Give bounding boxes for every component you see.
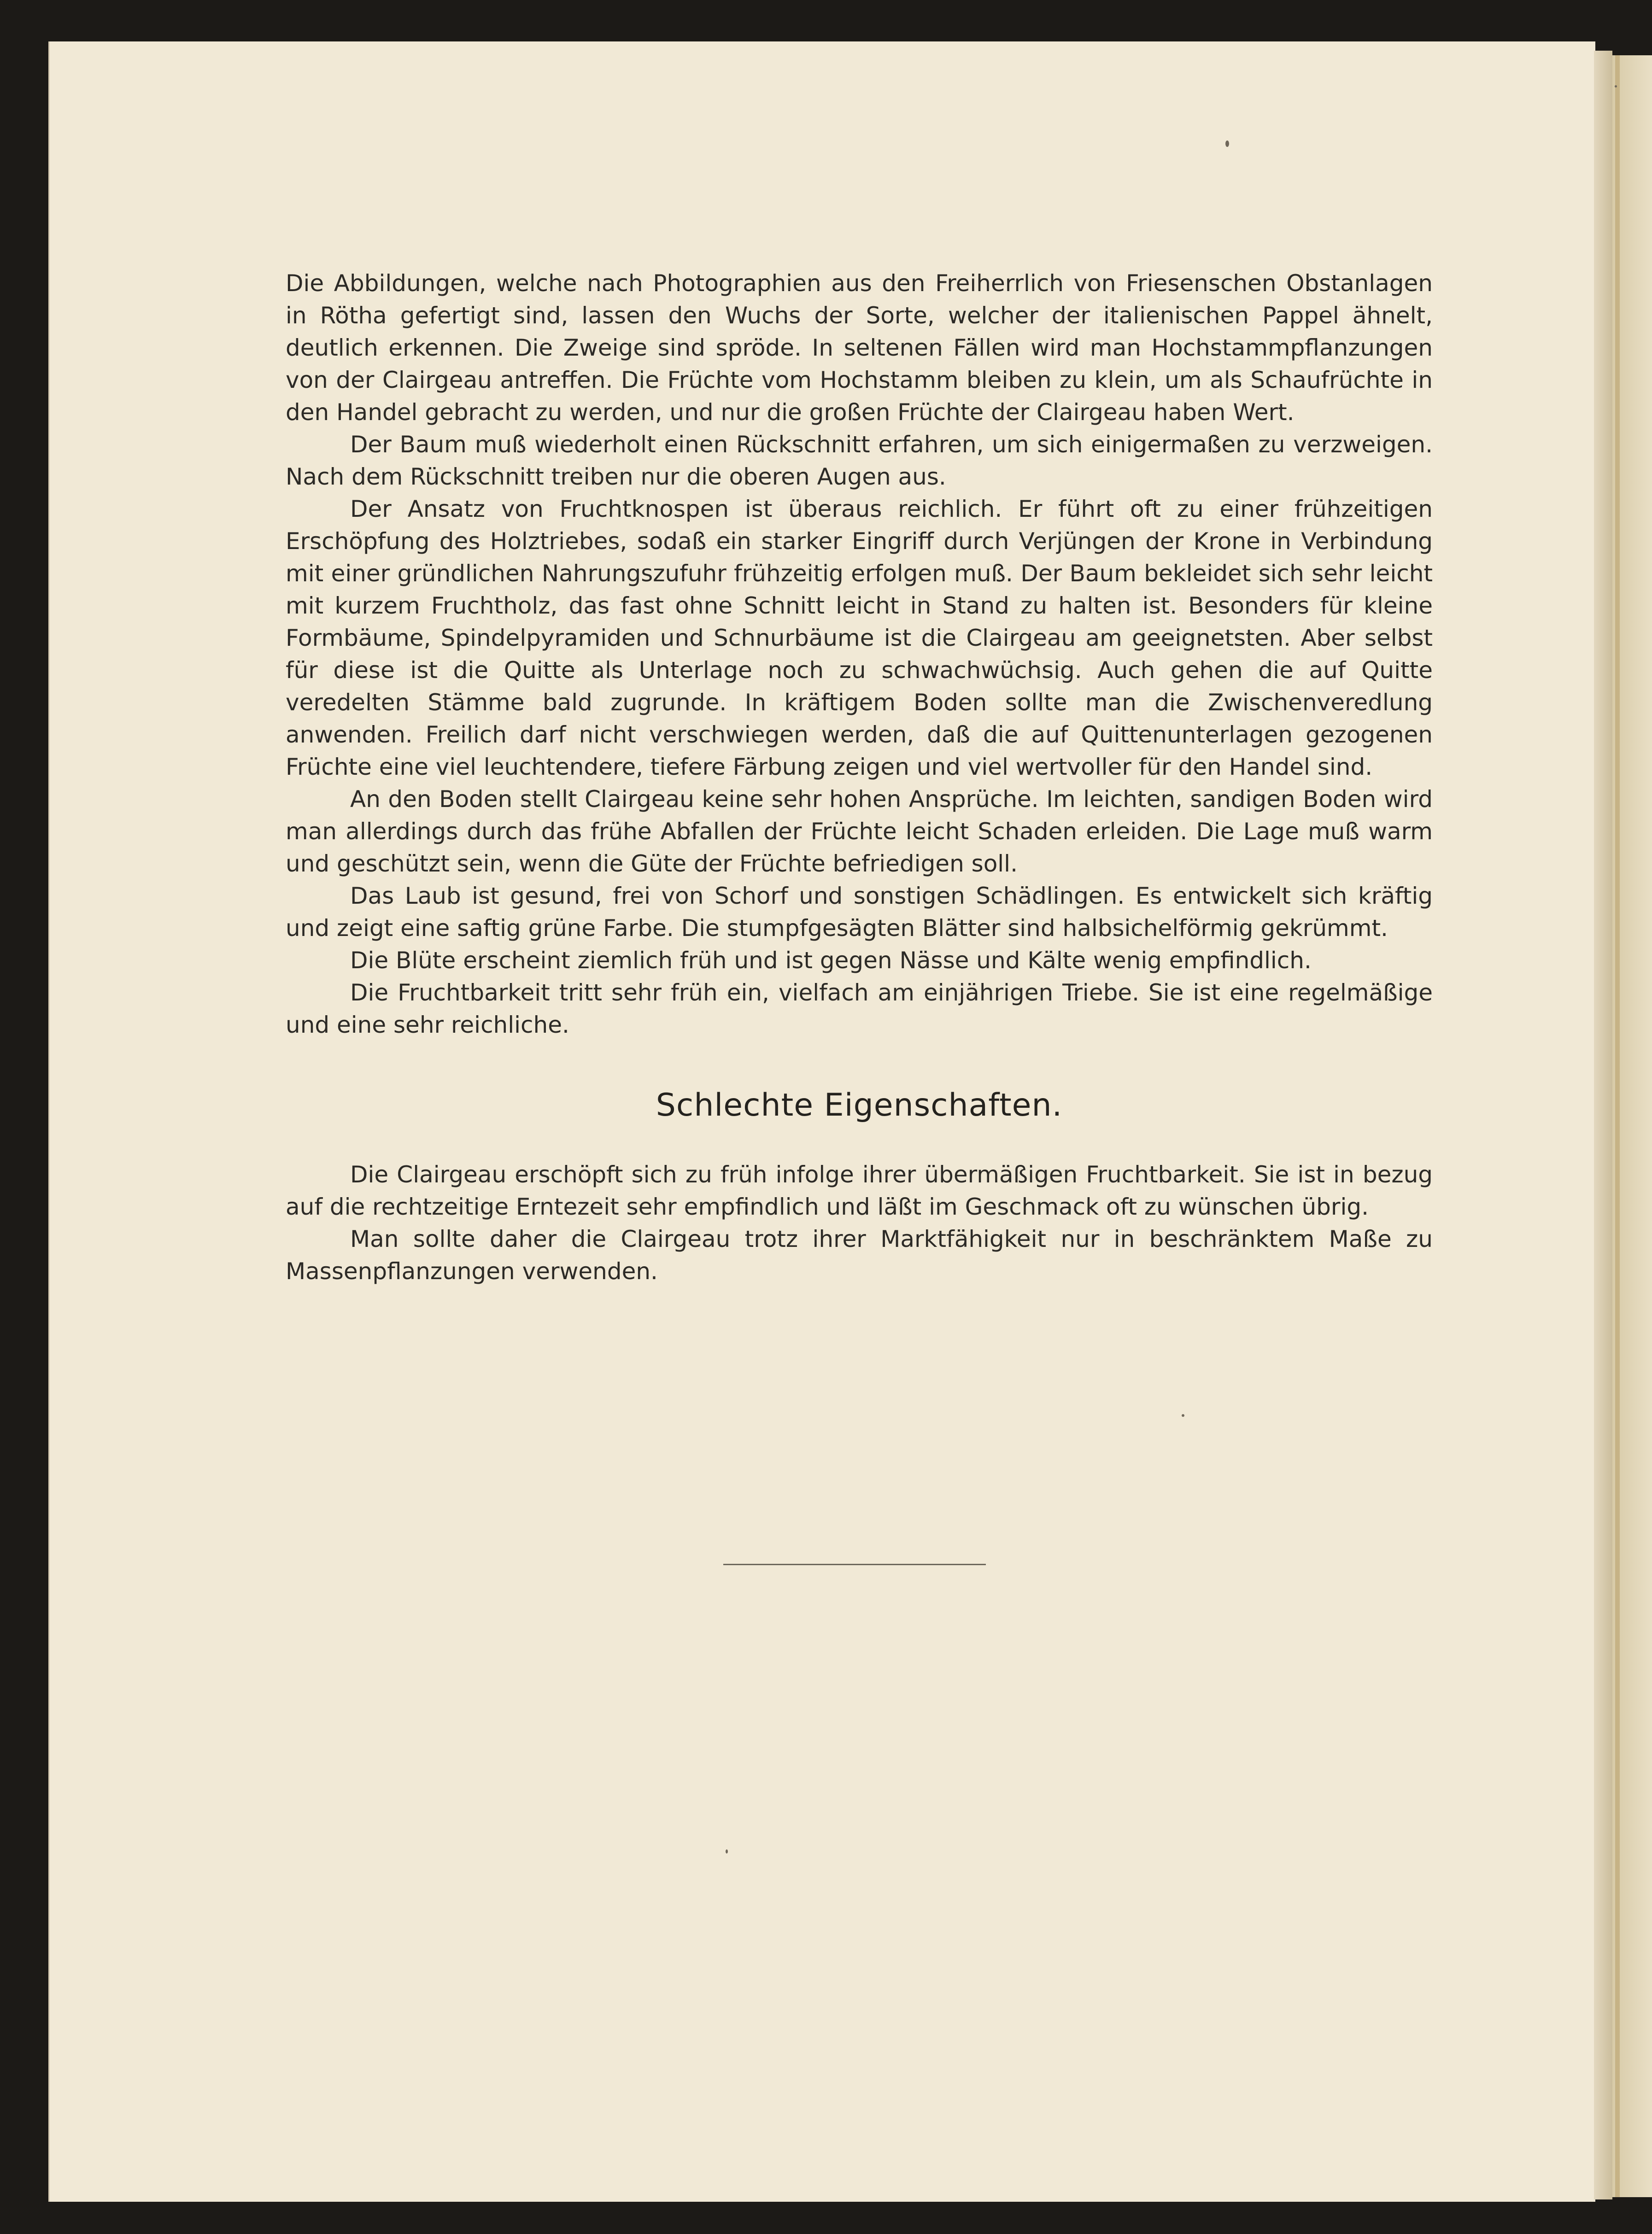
paragraph: Die Clairgeau erschöpft sich zu früh infolge ihrer übermäßigen Fruchtbarkeit. Sie ist in bezug auf die rechtzeitige Erntezeit sehr empfindlich und läßt im Geschmack oft zu wünschen übrig. (286, 1161, 1433, 1220)
paragraph: Der Ansatz von Fruchtknospen ist überaus reichlich. Er führt oft zu einer frühzeitigen Erschöpfung des Holztriebes, sodaß ein starker Eingriff durch Verjüngen der Krone in Verbindung mit einer gründlichen Nahrungszufuhr frühzeitig erfolgen muß. Der Baum bekleidet sich sehr leicht mit kurzem Fruchtholz, das fast ohne Schnitt leicht in Stand zu halten ist. Besonders für kleine Formbäume, Spindelpyramiden und Schnurbäume ist die Clairgeau am geeignetsten. Aber selbst für diese ist die Quitte als Unterlage noch zu schwachwüchsig. Auch gehen die auf Quitte veredelten Stämme bald zugrunde. In kräftigem Boden sollte man die Zwischenveredlung anwenden. Freilich darf nicht verschwiegen werden, daß die auf Quittenunterlagen gezogenen Früchte eine viel leuchtendere, tiefere Färbung zeigen und viel wertvoller für den Handel sind. (286, 496, 1433, 780)
paper-speck (726, 1849, 728, 1854)
paper-speck (1615, 85, 1617, 88)
paper-speck (1182, 1414, 1184, 1417)
section-heading: Schlechte Eigenschaften. (656, 1087, 1063, 1123)
document-body (286, 267, 1433, 1287)
paragraph: Der Baum muß wiederholt einen Rückschnitt erfahren, um sich einigermaßen zu verzweigen. Nach dem Rückschnitt treiben nur die oberen Augen aus. (286, 431, 1433, 490)
page-edge (1594, 51, 1612, 2199)
paragraph: Man sollte daher die Clairgeau trotz ihrer Marktfähigkeit nur in beschränktem Maße zu Massenpflanzungen verwenden. (286, 1226, 1433, 1285)
paragraph: Die Fruchtbarkeit tritt sehr früh ein, vielfach am einjährigen Triebe. Sie ist eine regelmäßige und eine sehr reichliche. (286, 979, 1433, 1038)
paragraph: Die Abbildungen, welche nach Photographien aus den Freiherrlich von Friesenschen Obstanlagen in Rötha gefertigt sind, lassen den Wuchs der Sorte, welcher der italienischen Pappel ähnelt, deutlich erkennen. Die Zweige sind spröde. In seltenen Fällen wird man Hochstammpflanzungen von der Clairgeau antreffen. Die Früchte vom Hochstamm bleiben zu klein, um als Schaufrüchte in den Handel gebracht zu werden, und nur die großen Früchte der Clairgeau haben Wert. (286, 270, 1433, 426)
adjacent-page-binding (1615, 55, 1620, 2197)
end-rule (723, 1564, 986, 1565)
paragraph: Das Laub ist gesund, frei von Schorf und sonstigen Schädlingen. Es entwickelt sich kräftig und zeigt eine saftig grüne Farbe. Die stumpfgesägten Blätter sind halbsichelförmig gekrümmt. (286, 883, 1433, 942)
paragraph: An den Boden stellt Clairgeau keine sehr hohen Ansprüche. Im leichten, sandigen Boden wird man allerdings durch das frühe Abfallen der Früchte leicht Schaden erleiden. Die Lage muß warm und geschützt sein, wenn die Güte der Früchte befriedigen soll. (286, 786, 1433, 877)
paragraph: Die Blüte erscheint ziemlich früh und ist gegen Nässe und Kälte wenig empfindlich. (350, 947, 1312, 974)
paper-speck (1225, 140, 1229, 147)
